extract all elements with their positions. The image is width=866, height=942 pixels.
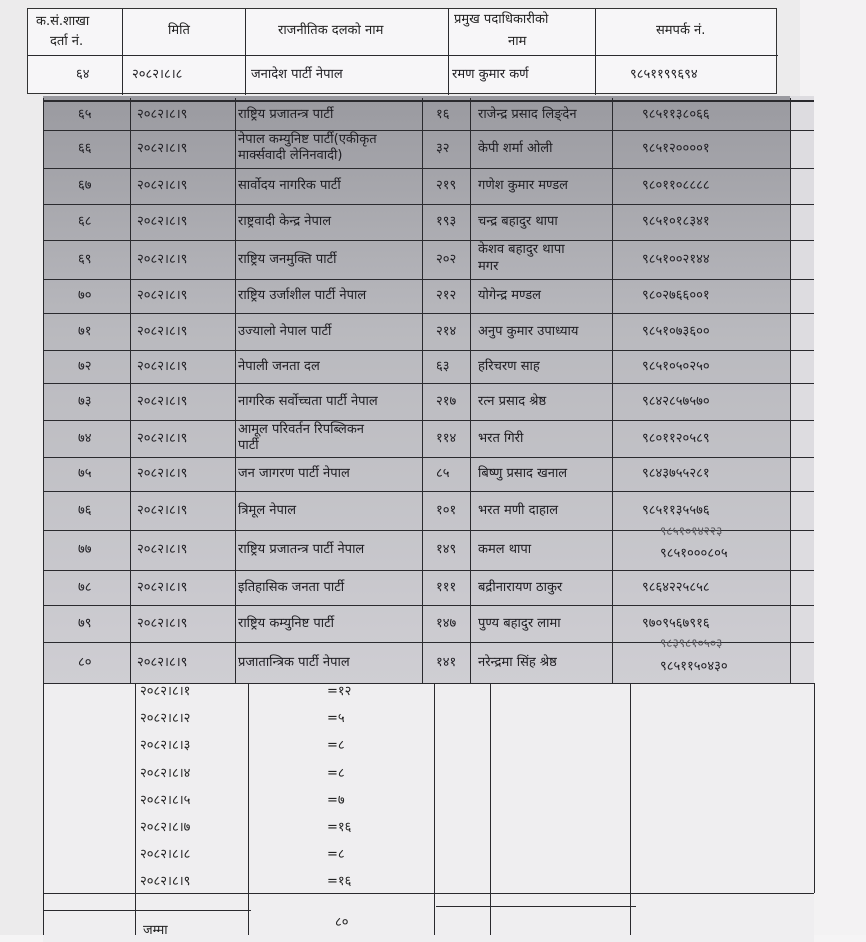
row-date: २०८२।८।९	[137, 107, 188, 122]
row-divider	[43, 457, 814, 458]
row-party: राष्ट्रिय प्रजातन्त्र पार्टी नेपाल	[238, 542, 365, 557]
row-officer: गणेश कुमार मण्डल	[478, 178, 568, 193]
row-contact: ९८५१०००८०५	[660, 546, 728, 561]
row-date: २०८२।८।९	[137, 579, 188, 595]
row-divider	[43, 204, 814, 205]
row-number: २०२	[436, 251, 457, 267]
row-contact-faint: ९८५१०१४२२३	[660, 524, 723, 538]
row-contact: ९८५१०१८३४१	[642, 214, 710, 229]
row-contact: ९८५१०५०२५०	[642, 358, 710, 374]
summary-column-divider	[135, 683, 136, 935]
row-officer: भरत मणी दाहाल	[478, 502, 559, 518]
row-serial: ६७	[78, 178, 92, 193]
first-row-serial: ६४	[76, 67, 90, 82]
row-contact: ९८५१०७३६००	[642, 323, 710, 339]
row-officer: पुण्य बहादुर लामा	[478, 615, 561, 631]
row-number: २१९	[436, 178, 457, 193]
row-number: १४१	[436, 654, 457, 670]
summary-date: २०८२।८।७	[140, 820, 191, 835]
row-serial: ७८	[78, 579, 92, 595]
column-divider	[130, 98, 131, 683]
row-number: ६३	[436, 358, 450, 374]
row-contact: ९८५११३८०६६	[642, 107, 710, 122]
summary-count: =८	[327, 738, 345, 754]
row-party: प्रजातान्त्रिक पार्टी नेपाल	[238, 654, 350, 670]
row-contact: ९८०११०८८८८	[642, 178, 710, 193]
summary-count: =८	[327, 765, 345, 781]
row-contact: ९८५१००२१४४	[642, 251, 710, 267]
summary-date: २०८२।८।३	[140, 738, 191, 754]
row-number: १११	[436, 579, 457, 595]
row-contact: ९८४३७५५२८१	[642, 466, 710, 481]
row-serial: ७२	[78, 358, 92, 374]
row-number: २१४	[436, 323, 457, 339]
row-party: सार्वोदय नागरिक पार्टी	[238, 178, 341, 193]
row-contact: ९८०११२०५८९	[642, 430, 710, 446]
row-date: २०८२।८।९	[137, 358, 188, 374]
row-number: १४७	[436, 615, 457, 631]
row-contact: ९८४२८५७५७०	[642, 393, 710, 409]
first-row-officer: रमण कुमार कर्ण	[452, 67, 529, 82]
row-serial: ६६	[78, 141, 92, 156]
summary-count: =५	[327, 711, 345, 727]
summary-date: २०८२।८।८	[140, 847, 191, 863]
first-row-date: २०८२।८।८	[132, 67, 183, 82]
summary-count: =१२	[327, 684, 352, 699]
sheet-edge	[790, 96, 814, 683]
row-officer: राजेन्द्र प्रसाद लिङ्देन	[478, 107, 577, 122]
row-date: २०८२।८।९	[137, 430, 188, 446]
column-divider	[43, 98, 44, 683]
row-serial: ७९	[78, 615, 92, 631]
row-officer: केपी शर्मा ओली	[478, 141, 553, 156]
row-divider	[43, 570, 814, 571]
summary-date: २०८२।८।९	[140, 874, 191, 890]
row-officer: बद्रीनारायण ठाकुर	[478, 579, 563, 595]
row-party: त्रिमूल नेपाल	[238, 502, 297, 518]
row-number: १०१	[436, 502, 457, 518]
row-serial: ७६	[78, 502, 92, 518]
header-party-name: राजनीतिक दलको नाम	[278, 23, 384, 38]
first-row-party: जनादेश पार्टी नेपाल	[251, 67, 343, 82]
row-party: जन जागरण पार्टी नेपाल	[238, 466, 350, 481]
summary-column-divider	[248, 683, 249, 935]
summary-count: =१६	[327, 874, 352, 890]
total-label: जम्मा	[143, 923, 168, 938]
row-divider	[43, 313, 814, 314]
row-party: नेपाल कम्युनिष्ट पार्टी(एकीकृत	[238, 132, 377, 147]
summary-count: =७	[327, 792, 345, 808]
summary-column-divider	[490, 683, 491, 935]
row-serial: ८०	[78, 654, 92, 670]
summary-column-divider	[630, 683, 631, 935]
row-serial: ७४	[78, 430, 92, 446]
summary-count: =८	[327, 847, 345, 863]
summary-date: २०८२।८।२	[140, 711, 191, 727]
row-number: १९३	[436, 214, 457, 229]
row-date: २०८२।८।९	[137, 214, 188, 229]
summary-date: २०८२।८।४	[140, 765, 191, 781]
row-officer: भरत गिरी	[478, 430, 524, 446]
total-value: ८०	[335, 915, 349, 930]
row-divider	[43, 168, 814, 169]
row-divider	[43, 100, 814, 102]
row-date: २०८२।८।९	[137, 178, 188, 193]
row-officer: योगेन्द्र मण्डल	[478, 288, 541, 303]
row-number: ११४	[436, 430, 457, 446]
header-contact: समपर्क नं.	[656, 23, 706, 38]
row-date: २०८२।८।९	[137, 654, 188, 670]
first-row-contact: ९८५११९९६९४	[630, 67, 698, 82]
row-serial: ६९	[78, 251, 92, 267]
row-party: राष्ट्रिय कम्युनिष्ट पार्टी	[238, 615, 335, 631]
row-party: राष्ट्रिय उर्जाशील पार्टी नेपाल	[238, 288, 367, 303]
row-party: इतिहासिक जनता पार्टी	[238, 579, 345, 595]
row-officer: कमल थापा	[478, 542, 532, 557]
row-serial: ७५	[78, 466, 92, 481]
row-date: २०८२।८।९	[137, 542, 188, 557]
row-number: २१२	[436, 288, 457, 303]
row-party: आमूल परिवर्तन रिपब्लिकन	[238, 422, 365, 437]
row-date: २०८२।८।९	[137, 502, 188, 518]
summary-column-divider	[814, 683, 815, 893]
column-divider	[470, 98, 471, 683]
row-number: १६	[436, 107, 450, 122]
header-date: मिति	[168, 23, 190, 38]
row-number: ८५	[436, 466, 450, 481]
row-divider	[43, 605, 814, 606]
column-divider	[790, 98, 791, 683]
row-contact: ९७०९५६७९१६	[642, 615, 710, 631]
row-party: राष्ट्रवादी केन्द्र नेपाल	[238, 214, 332, 229]
row-divider	[43, 491, 814, 492]
row-serial: ७७	[78, 542, 92, 557]
row-party: नेपाली जनता दल	[238, 358, 320, 374]
summary-count: =१६	[327, 820, 352, 835]
row-contact: ९८६४२२५८५८	[642, 579, 710, 595]
column-divider	[422, 98, 423, 683]
row-date: २०८२।८।९	[137, 615, 188, 631]
summary-row-divider	[43, 893, 814, 894]
row-date: २०८२।८।९	[137, 466, 188, 481]
row-divider	[43, 350, 814, 351]
row-officer: चन्द्र बहादुर थापा	[478, 214, 558, 229]
summary-date: २०८२।८।५	[140, 792, 191, 808]
summary-column-divider	[43, 683, 44, 935]
row-officer: बिष्णु प्रसाद खनाल	[478, 466, 568, 481]
row-contact: ९८०२७६६००१	[642, 288, 710, 303]
row-serial: ६५	[78, 107, 92, 122]
row-date: २०८२।८।९	[137, 393, 188, 409]
row-contact-faint: ९८३९८१०५०३	[660, 636, 723, 650]
header-sheet	[27, 8, 777, 94]
row-number: ३२	[436, 141, 450, 156]
row-serial: ७०	[78, 288, 92, 303]
header-serial-line2: दर्ता नं.	[50, 34, 84, 49]
row-date: २०८२।८।९	[137, 323, 188, 339]
summary-row-divider	[43, 910, 251, 911]
row-divider	[43, 240, 814, 241]
row-party-line2: पार्टी	[238, 438, 259, 453]
row-officer: नरेन्द्रमा सिंह श्रेष्ठ	[478, 654, 557, 670]
row-contact: ९८५११५०४३०	[660, 658, 728, 674]
row-officer: अनुप कुमार उपाध्याय	[478, 323, 579, 339]
row-officer: केशव बहादुर थापा	[478, 242, 565, 257]
column-divider	[612, 98, 613, 683]
row-divider	[43, 130, 814, 131]
summary-date: २०८२।८।१	[140, 684, 191, 699]
row-party: उज्यालो नेपाल पार्टी	[238, 323, 332, 339]
row-officer: हरिचरण साह	[478, 358, 540, 374]
row-number: २१७	[436, 393, 457, 409]
row-contact: ९८५१२००००१	[642, 141, 710, 156]
row-party: नागरिक सर्वोच्चता पार्टी नेपाल	[238, 393, 378, 409]
row-officer: रत्न प्रसाद श्रेष्ठ	[478, 393, 547, 409]
row-divider	[43, 420, 814, 421]
row-number: १४९	[436, 542, 457, 557]
row-date: २०८२।८।९	[137, 141, 188, 156]
row-date: २०८२।८।९	[137, 251, 188, 267]
summary-row-divider	[436, 906, 636, 907]
row-divider	[43, 383, 814, 384]
row-contact: ९८५११३५५७६	[642, 502, 710, 518]
header-serial-line1: क.सं.शाखा	[36, 14, 90, 29]
header-officer-line2: नाम	[508, 34, 527, 49]
column-divider	[235, 98, 236, 683]
row-serial: ६८	[78, 214, 92, 229]
row-serial: ७१	[78, 323, 92, 339]
summary-column-divider	[434, 683, 435, 935]
row-divider	[43, 279, 814, 280]
row-serial: ७३	[78, 393, 92, 409]
row-officer-line2: मगर	[478, 259, 499, 274]
row-party-line2: मार्क्सवादी लेनिनवादी)	[238, 148, 343, 163]
header-officer-line1: प्रमुख पदाधिकारीको	[454, 12, 549, 27]
row-date: २०८२।८।९	[137, 288, 188, 303]
row-party: राष्ट्रिय प्रजातन्त्र पार्टी	[238, 107, 334, 122]
row-party: राष्ट्रिय जनमुक्ति पार्टी	[238, 251, 337, 267]
